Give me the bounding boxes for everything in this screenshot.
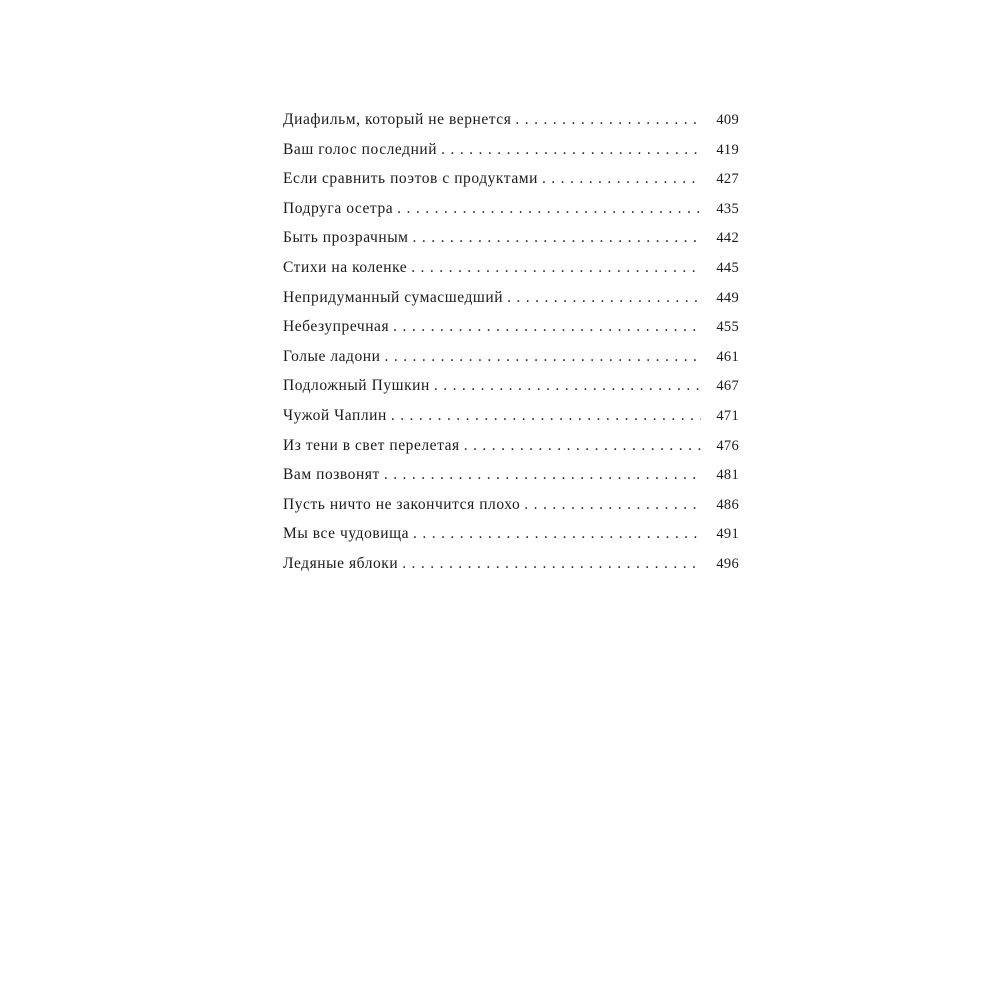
toc-entry-title: Голые ладони	[283, 347, 381, 365]
toc-entry-page-number: 435	[716, 200, 739, 217]
toc-entry	[283, 401, 739, 431]
dot-leader	[391, 401, 701, 431]
toc-entry-title: Мы все чудовища	[283, 525, 410, 543]
toc-entry-title: Пусть ничто не закончится плохо	[283, 495, 521, 513]
toc-entry-page-number: 427	[716, 171, 739, 188]
toc-entry-title: Из тени в свет перелетая	[283, 436, 460, 454]
toc-entry-page-number: 409	[716, 112, 739, 128]
toc-entry	[283, 431, 739, 461]
toc-entry	[283, 460, 739, 490]
toc-entry-title: Ледяные яблоки	[283, 554, 399, 572]
dot-leader	[515, 105, 701, 135]
dot-leader	[393, 312, 701, 342]
toc-entry-page-number: 486	[716, 496, 739, 513]
dot-leader	[413, 519, 701, 549]
toc-entry	[283, 549, 739, 579]
toc-entry-page-number: 455	[716, 319, 739, 336]
toc-entry-page-number: 491	[716, 526, 739, 543]
toc-entry	[283, 490, 739, 520]
toc-entry-page-number: 419	[716, 141, 739, 158]
toc-entry-page-number: 496	[716, 555, 739, 572]
toc-entry	[283, 342, 739, 372]
dot-leader	[413, 223, 701, 253]
table-of-contents	[283, 105, 739, 579]
toc-entry-title: Стихи на коленке	[283, 258, 408, 276]
toc-entry-title: Вам позвонят	[283, 466, 380, 484]
dot-leader	[434, 371, 701, 401]
dot-leader	[397, 194, 701, 224]
toc-entry-page-number: 449	[716, 289, 739, 306]
toc-entry	[283, 312, 739, 342]
toc-entry-title: Непридуманный сумасшедший	[283, 288, 504, 306]
toc-entry	[283, 283, 739, 313]
toc-entry-page-number: 481	[716, 467, 739, 484]
toc-entry-title: Чужой Чаплин	[283, 406, 387, 424]
toc-entry-title: Подложный Пушкин	[283, 377, 430, 395]
toc-entry-page-number: 461	[716, 348, 739, 365]
dot-leader	[402, 549, 701, 579]
dot-leader	[385, 342, 702, 372]
toc-entry-page-number: 442	[716, 230, 739, 247]
dot-leader	[524, 490, 701, 520]
toc-entry-title: Диафильм, который не вернется	[283, 111, 512, 128]
toc-entry	[283, 371, 739, 401]
toc-entry	[283, 135, 739, 165]
toc-entry	[283, 194, 739, 224]
toc-entry-title: Быть прозрачным	[283, 229, 409, 247]
dot-leader	[507, 283, 701, 313]
toc-entry-title: Подруга осетра	[283, 199, 394, 217]
dot-leader	[441, 135, 701, 165]
dot-leader	[464, 431, 701, 461]
toc-entry-title: Небезупречная	[283, 318, 390, 336]
toc-entry-page-number: 467	[716, 378, 739, 395]
toc-entry-page-number: 445	[716, 259, 739, 276]
toc-entry-page-number: 471	[716, 407, 739, 424]
toc-entry	[283, 223, 739, 253]
toc-entry	[283, 519, 739, 549]
toc-entry-page-number: 476	[716, 437, 739, 454]
dot-leader	[542, 164, 701, 194]
dot-leader	[384, 460, 701, 490]
toc-entry-title: Ваш голос последний	[283, 140, 438, 158]
toc-entry	[283, 164, 739, 194]
toc-entry	[283, 253, 739, 283]
toc-entry-title: Если сравнить поэтов с продуктами	[283, 170, 538, 188]
toc-entry	[283, 105, 739, 135]
dot-leader	[411, 253, 701, 283]
